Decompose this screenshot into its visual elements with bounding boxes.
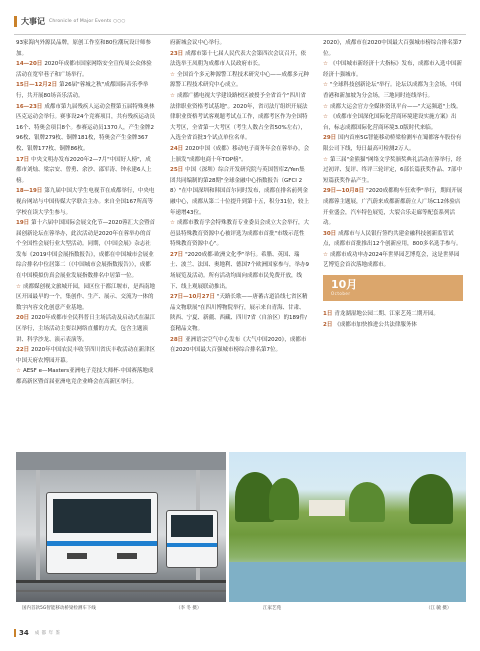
event-date: 27日 — [170, 251, 184, 258]
text-column-3 — [323, 38, 463, 330]
footer-marker — [14, 629, 16, 637]
event-entry — [170, 218, 310, 250]
event-entry — [16, 38, 156, 59]
event-text: 成都市与人民银行签约共建金融科技创新监管试点，成都市首批推出12个创新应用，800多名选手参与。 — [323, 230, 462, 248]
event-entry — [323, 80, 463, 101]
event-entry — [323, 309, 463, 320]
event-date: 27日—10月27日 — [170, 294, 215, 301]
event-entry — [170, 335, 310, 356]
event-text: AESF e—Masters亚洲电子竞技大师杯·中国赛落地成都高新区暨首届亚洲电竞企业峰会在高新区举行。 — [16, 368, 154, 385]
event-entry — [323, 250, 463, 271]
event-entry — [323, 102, 463, 113]
event-entry — [323, 320, 463, 331]
event-date: 29日—10月8日 — [323, 188, 365, 195]
event-text: 成都大运会官方全媒体资讯平台——"大运频道"上线。 — [329, 103, 462, 110]
month-number: 10月 — [331, 278, 358, 292]
event-text: 亚洲语宗空气中心发布《大气中国2020》，成都市在2020中国最大百强城市榜综合排名第7位。 — [170, 336, 307, 354]
text-column-2 — [170, 38, 310, 356]
star-icon: ☆ — [323, 251, 328, 258]
event-date: 23日 — [170, 50, 184, 57]
section-marker — [14, 16, 17, 27]
event-text: 《成都市全国深化国际化营商环境建设实施方案》出台，标志成都国际化营商环境3.0版时代来临。 — [323, 114, 457, 131]
event-entry — [16, 282, 156, 314]
photo-captions — [16, 605, 466, 617]
event-text: 府新城会议中心举行。 — [170, 40, 226, 46]
event-date: 14—20日 — [16, 61, 43, 68]
event-text: 第九届中国大学生电视节在成都举行，中央电视台网站与中国传媒大学联合主办。来自全国167所高等学校在读大学生参与。 — [16, 188, 155, 216]
event-date: 30日 — [323, 230, 337, 237]
event-entry — [170, 49, 310, 70]
event-text: "全球科技创新论坛"举行。论坛以成都为主会场，中国香港和新加坡为分会场，三地同时连线举行。 — [323, 82, 462, 99]
photo1-caption: 国内首款5G智能移动桥梁检测车下线 — [22, 606, 96, 611]
event-text: "天路长歌——唐蕃古道沿线七省区精品文物联展"在四川博物院举行，展示来自青海、甘肃、陕西、宁夏、新疆、西藏、四川7省（自治区）的189件/套精品文物。 — [170, 294, 308, 333]
star-icon: ☆ — [323, 114, 328, 121]
star-icon: ☆ — [323, 61, 328, 68]
event-text: 成都市成功申办2024年世界园艺博览会，这是世界园艺博览会首次落地成都市。 — [323, 251, 460, 269]
event-text: "2020成都购车狂欢季"举行，期间开展成都蓉主题展，广汽蔚来成都新都蔚立人广场C12体验店开业盛会，汽车特色展览，大裂合乐走廊等配套系列活动。 — [323, 188, 463, 227]
event-text: 第26届"蓉城之秋"成都国际音乐季举行，共开展80场音乐活动。 — [16, 82, 149, 99]
event-entry — [16, 186, 156, 218]
month-label: October — [331, 291, 351, 297]
event-entry — [323, 133, 463, 154]
event-date: 19日 — [16, 220, 30, 227]
star-icon: ☆ — [16, 283, 21, 290]
photo2-caption: 江家艺苑 — [263, 606, 281, 611]
event-entry — [323, 59, 463, 80]
star-icon: ☆ — [170, 71, 175, 78]
event-date: 2日 — [323, 321, 333, 328]
event-date: 29日 — [323, 135, 337, 142]
event-text: 2020年中国农民丰收节四川省庆丰收活动在新津区中国天府农博园开幕。 — [16, 347, 156, 364]
event-entry — [16, 155, 156, 187]
event-entry — [323, 112, 463, 133]
event-text: 成都市第九届残疾人运动会暨第五届特殊奥林匹克运动会举行。赛事设24个竞赛项目，共有残疾运动员16个、特奥会项目8个。参赛运动员1370人，产生金牌296枚、银牌279枚、铜牌181枚，特奥会产生金牌367枚、银牌177枚、铜牌86枚。 — [16, 103, 156, 152]
star-icon: ☆ — [16, 368, 21, 375]
event-entry — [323, 155, 463, 187]
event-entry — [323, 186, 463, 228]
event-date: 15日—12月2日 — [16, 82, 58, 89]
event-date: 20日 — [16, 315, 30, 322]
event-entry — [16, 313, 156, 345]
event-entry — [16, 345, 156, 366]
event-text: 成都媒创视文旅城开园，园区位于都江堰市，是西南地区开园最早的一个，集创作、生产、展示、交流为一体的数字内容文化创意产业基地。 — [16, 283, 155, 311]
star-icon: ☆ — [323, 103, 328, 110]
magazine-name: 成 都 年 鉴 — [34, 631, 61, 636]
event-text: 中央文明办发布2020年2—7月"中国好人榜"，成都市刘灿、梁宗安、曾勇、余沙、邵军涛、钟永建6人上榜。 — [16, 156, 152, 184]
event-text: 2020年成都市全民科普日主场活动及启动式在温江区举行，主场活动主要以网络直播的方式，包含主题演讲、科学沙龙、演示表演等。 — [16, 315, 156, 343]
event-entry — [16, 102, 156, 155]
event-text: "2020成都·欧洲文化季"举行。希腊、英国、瑞士、波兰、法国、奥地利、德国7个欧洲国家参与，举办9场展览及活动。所有活动均面向成都市民免费开放，线下、线上观展联动推出。 — [170, 251, 310, 290]
event-entry — [170, 250, 310, 292]
event-date: 22日 — [16, 347, 30, 354]
event-text: 93家海内外源民品牌，原创工作室和80位潮玩设计师参加。 — [16, 40, 151, 57]
page-number: 34 — [19, 629, 29, 637]
event-entry — [16, 218, 156, 282]
photo1-credit: （李 冬 摄） — [176, 606, 202, 611]
event-text: 《成都市加快推进公共法律服务体 — [334, 321, 417, 328]
event-entry — [323, 38, 463, 59]
star-icon: ☆ — [323, 82, 328, 89]
page-footer — [14, 626, 466, 640]
month-header-box — [323, 275, 463, 301]
event-text: 2020》，成都市在2020中国最大百强城市榜综合排名第7位。 — [323, 40, 462, 57]
star-icon: ☆ — [323, 156, 328, 163]
event-text: 《中国城市新经济十大指标》发布，成都市入选中国新经济十强城市。 — [323, 61, 462, 78]
event-text: 成都市第十七届人民代表大会第四次会议召开，依法选举王凤朝为成都市人民政府市长。 — [170, 50, 307, 68]
event-entry — [170, 144, 310, 165]
photo2-credit: （江 毓 摄） — [426, 606, 452, 611]
photo-bus-inspection-vehicle — [16, 452, 226, 602]
event-text: 第十六届中国国际会展文化节—2020蓉汇大会暨首届创新论坛在蓉举办，此次活动是2020年在蓉举办的首个全国性会展行业大型活动。同期，《中国会展》杂志社发布《2019中国会展指数报告》，成都在中国城市会展业综合排名中位居第二（《中国城市会展指数报告》），成都在中国模拟仿真会展业发展指数排名中居第一位。 — [16, 220, 156, 280]
event-text: 成都市教育学会特殊教育专业委员会成立大会举行，大邑县特殊教育资源中心被评选为成都市首批"市级示范性特殊教育资源中心"。 — [170, 220, 309, 248]
event-entry — [170, 70, 310, 91]
photo-strip — [16, 452, 466, 602]
event-entry — [170, 165, 310, 218]
event-text: 第三届"金熊猫"网络文学奖颁奖典礼活动在蓉举行，经过初评、复评、终评三轮评定，6部长篇获奖作品、7部中短篇获奖作品产生。 — [323, 156, 463, 184]
event-entry — [170, 38, 310, 49]
event-date: 17日 — [16, 156, 30, 163]
event-entry — [16, 366, 156, 387]
event-date: 1日 — [323, 311, 333, 318]
event-entry — [170, 292, 310, 334]
event-date: 18—19日 — [16, 188, 43, 195]
text-column-1 — [16, 38, 156, 388]
page-header — [14, 8, 466, 34]
star-icon: ☆ — [170, 220, 175, 227]
event-date: 24日 — [170, 145, 184, 152]
header-divider — [14, 34, 466, 35]
event-text: 2020中国（成都）移动电子商务年会在蓉举办，会上颁发"成都电商十年TOP榜"。 — [170, 145, 310, 163]
event-text: 2020年成都市国家网络安全宣传周公众体验活动在宽窄巷子和广场举行。 — [16, 61, 152, 78]
event-date: 28日 — [170, 336, 184, 343]
event-entry — [16, 59, 156, 80]
event-entry — [323, 229, 463, 250]
event-text: 成都广播电视大学建设路校区被授予全省首个"四川省法律职业资格考试基地"。2020年，省司法厅组织开展法律职业资格考试客观题考试点工作，成都考区作为全国特大考区，全省第一大考区（考生人数占全省50%左右），入选全省首批3个试点单位名单。 — [170, 92, 308, 142]
photo-jiangjia-garden — [229, 452, 466, 602]
event-date: 16—23日 — [16, 103, 43, 110]
event-text: 全国首个多元种源警工程技术研究中心——成都多元种源警工程技术研究中心成立。 — [170, 71, 309, 89]
event-text: 青龙湖湿地公园二期、江家艺苑二期开园。 — [334, 311, 439, 318]
event-date: 25日 — [170, 167, 184, 174]
section-subtitle: Chronicle of Major Events ○○○ — [49, 18, 126, 24]
section-title: 大事记 — [21, 16, 45, 26]
star-icon: ☆ — [170, 92, 175, 99]
event-text: 中国（深圳）综合开发研究院与英国智库Z/Yen集团共同编制的第28期"全球金融中心指数报告（GFCI 28）"在中国深圳和韩国首尔同时发布，成都在排名前列金融中心，成都从第二十位提升到第十五，积分31位，较上年递增43位。 — [170, 167, 310, 216]
event-entry — [170, 91, 310, 144]
event-entry — [16, 80, 156, 101]
event-text: 国内首座5G智能移动桥梁检测车在蜀都客车股份有限公司下线，每日最高可检测2万人。 — [323, 135, 462, 152]
